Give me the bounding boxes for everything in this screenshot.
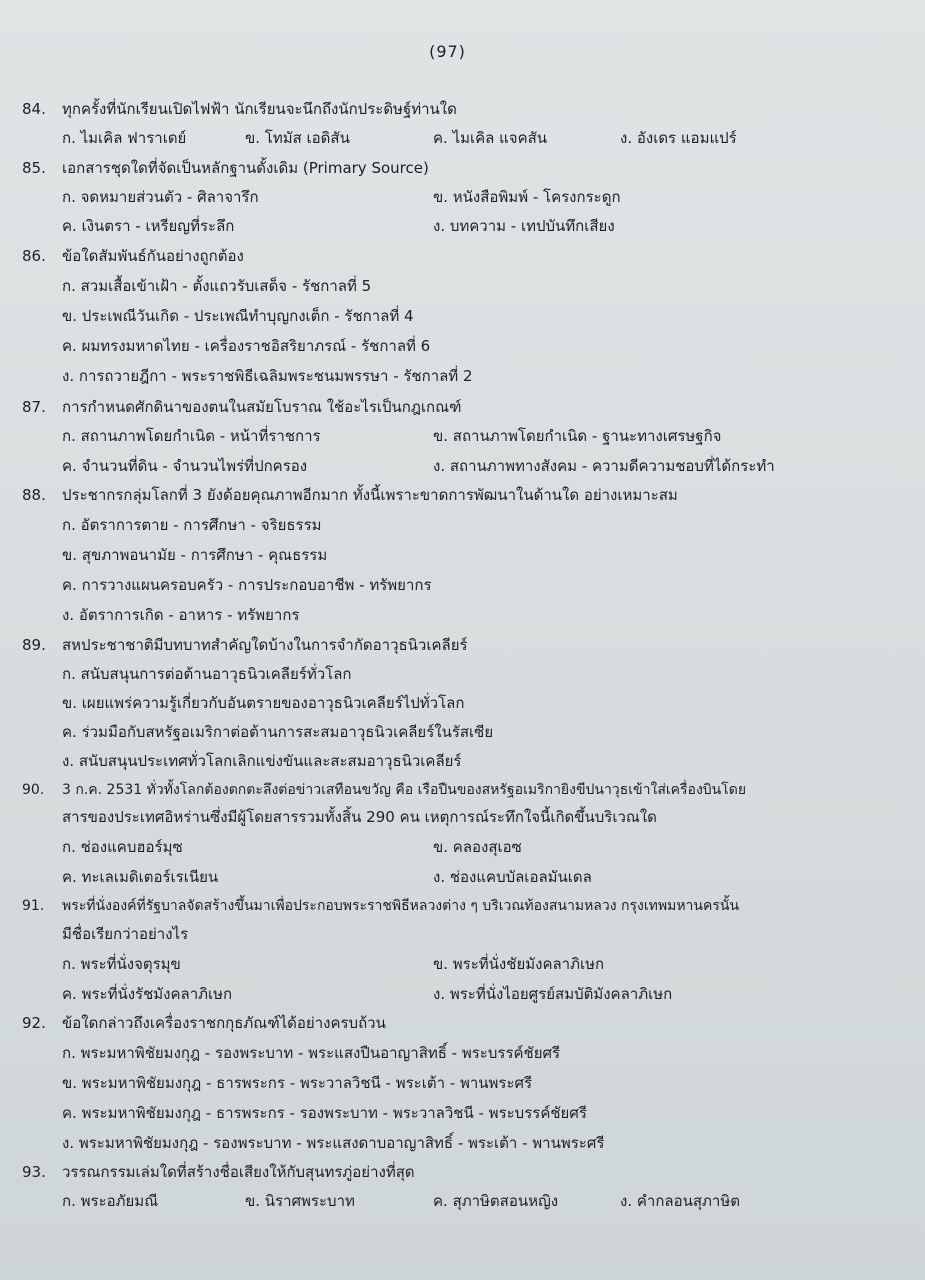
option: ก. พระมหาพิชัยมงกุฎ - รองพระบาท - พระแสงปืนอาญาสิทธิ์ - พระบรรค์ชัยศรี — [62, 1044, 561, 1062]
question-number: 85. — [22, 159, 46, 177]
question-text-continued: มีชื่อเรียกว่าอย่างไร — [62, 925, 189, 943]
question-86 — [22, 245, 244, 267]
question-text: ข้อใดกล่าวถึงเครื่องราชกกุธภัณฑ์ได้อย่างครบถ้วน — [62, 1014, 386, 1032]
option: ก. สนับสนุนการต่อต้านอาวุธนิวเคลียร์ทั่วโลก — [62, 665, 352, 683]
question-number: 88. — [22, 486, 46, 504]
option: ก. จดหมายส่วนตัว - ศิลาจารึก — [62, 188, 259, 206]
option: ง. สถานภาพทางสังคม - ความดีความชอบที่ได้กระทำ — [433, 457, 775, 475]
option: ข. พระที่นั่งชัยมังคลาภิเษก — [433, 955, 605, 973]
option: ก. พระอภัยมณี — [62, 1192, 159, 1210]
option: ง. สนับสนุนประเทศทั่วโลกเลิกแข่งขันและสะสมอาวุธนิวเคลียร์ — [62, 752, 462, 770]
option: ค. จำนวนที่ดิน - จำนวนไพร่ที่ปกครอง — [62, 457, 308, 475]
option: ข. หนังสือพิมพ์ - โครงกระดูก — [433, 188, 621, 206]
question-85 — [22, 157, 429, 179]
option: ก. ช่องแคบฮอร์มุซ — [62, 838, 183, 856]
option: ง. อังเดร แอมแปร์ — [620, 129, 737, 147]
option: ค. ร่วมมือกับสหรัฐอเมริกาต่อต้านการสะสมอาวุธนิวเคลียร์ในรัสเซีย — [62, 723, 494, 741]
question-text: เอกสารชุดใดที่จัดเป็นหลักฐานดั้งเดิม (Primary Source) — [62, 159, 429, 177]
question-92 — [22, 1012, 386, 1034]
option: ข. คลองสุเอซ — [433, 838, 522, 856]
option: ข. ประเพณีวันเกิด - ประเพณีทำบุญกงเต็ก - รัชกาลที่ 4 — [62, 307, 414, 325]
question-89 — [22, 634, 468, 656]
option: ก. พระที่นั่งจตุรมุข — [62, 955, 181, 973]
question-87 — [22, 396, 462, 418]
question-number: 86. — [22, 247, 46, 265]
question-text: 3 ก.ค. 2531 ทั่วทั้งโลกต้องตกตะลึงต่อข่าวเสทือนขวัญ คือ เรือปืนของสหรัฐอเมริกายิงขีปนาวุธเข้าใส่เครื่องบินโดย — [62, 782, 747, 798]
option: ก. สวมเสื้อเข้าเฝ้า - ตั้งแถวรับเสด็จ - รัชกาลที่ 5 — [62, 277, 372, 295]
question-number: 90. — [22, 782, 45, 798]
option: ง. ช่องแคบบัลเอลมันเดล — [433, 868, 592, 886]
question-number: 87. — [22, 398, 46, 416]
question-text: ประชากรกลุ่มโลกที่ 3 ยังด้อยคุณภาพอีกมาก ทั้งนี้เพราะขาดการพัฒนาในด้านใด อย่างเหมาะสม — [62, 486, 678, 504]
page-number: (97) — [429, 42, 466, 61]
question-91 — [22, 895, 739, 917]
option: ค. พระมหาพิชัยมงกุฎ - ธารพระกร - รองพระบาท - พระวาลวิชนี - พระบรรค์ชัยศรี — [62, 1104, 587, 1122]
option: ข. พระมหาพิชัยมงกุฎ - ธารพระกร - พระวาลวิชนี - พระเต้า - พานพระศรี — [62, 1074, 533, 1092]
option: ค. สุภาษิตสอนหญิง — [433, 1192, 559, 1210]
option: ง. พระมหาพิชัยมงกุฎ - รองพระบาท - พระแสงดาบอาญาสิทธิ์ - พระเต้า - พานพระศรี — [62, 1134, 605, 1152]
question-93 — [22, 1161, 415, 1183]
question-number: 92. — [22, 1014, 46, 1032]
option: ข. สุขภาพอนามัย - การศึกษา - คุณธรรม — [62, 546, 328, 564]
option: ง. บทความ - เทปบันทึกเสียง — [433, 217, 615, 235]
question-84 — [22, 98, 457, 120]
question-text: สหประชาชาติมีบทบาทสำคัญใดบ้างในการจำกัดอาวุธนิวเคลียร์ — [62, 636, 468, 654]
option: ง. พระที่นั่งไอยศูรย์สมบัติมังคลาภิเษก — [433, 985, 673, 1003]
option: ข. นิราศพระบาท — [245, 1192, 355, 1210]
question-text: การกำหนดศักดินาของตนในสมัยโบราณ ใช้อะไรเป็นกฎเกณฑ์ — [62, 398, 462, 416]
option: ก. ไมเคิล ฟาราเดย์ — [62, 129, 187, 147]
question-text: ทุกครั้งที่นักเรียนเปิดไฟฟ้า นักเรียนจะนึกถึงนักประดิษฐ์ท่านใด — [62, 100, 457, 118]
question-number: 84. — [22, 100, 46, 118]
option: ง. คำกลอนสุภาษิต — [620, 1192, 740, 1210]
option: ข. สถานภาพโดยกำเนิด - ฐานะทางเศรษฐกิจ — [433, 427, 722, 445]
option: ก. สถานภาพโดยกำเนิด - หน้าที่ราชการ — [62, 427, 321, 445]
question-88 — [22, 484, 678, 506]
question-text: วรรณกรรมเล่มใดที่สร้างชื่อเสียงให้กับสุนทรภู่อย่างที่สุด — [62, 1163, 415, 1181]
question-text-continued: สารของประเทศอิหร่านซึ่งมีผู้โดยสารรวมทั้งสิ้น 290 คน เหตุการณ์ระทึกใจนี้เกิดขึ้นบริเวณใด — [62, 808, 657, 826]
option: ค. เงินตรา - เหรียญที่ระลึก — [62, 217, 235, 235]
option: ค. ผมทรงมหาดไทย - เครื่องราชอิสริยาภรณ์ - รัชกาลที่ 6 — [62, 337, 431, 355]
question-90 — [22, 779, 746, 801]
option: ง. อัตราการเกิด - อาหาร - ทรัพยากร — [62, 606, 300, 624]
question-text: ข้อใดสัมพันธ์กันอย่างถูกต้อง — [62, 247, 244, 265]
option: ข. เผยแพร่ความรู้เกี่ยวกับอันตรายของอาวุธนิวเคลียร์ไปทั่วโลก — [62, 694, 465, 712]
question-number: 93. — [22, 1163, 46, 1181]
option: ค. พระที่นั่งรัชมังคลาภิเษก — [62, 985, 233, 1003]
question-number: 91. — [22, 898, 45, 914]
option: ค. การวางแผนครอบครัว - การประกอบอาชีพ - ทรัพยากร — [62, 576, 432, 594]
question-number: 89. — [22, 636, 46, 654]
option: ก. อัตราการตาย - การศึกษา - จริยธรรม — [62, 516, 322, 534]
option: ค. ทะเลเมดิเตอร์เรเนียน — [62, 868, 219, 886]
option: ค. ไมเคิล แจคสัน — [433, 129, 548, 147]
option: ข. โทมัส เอดิสัน — [245, 129, 350, 147]
option: ง. การถวายฎีกา - พระราชพิธีเฉลิมพระชนมพรรษา - รัชกาลที่ 2 — [62, 367, 473, 385]
question-text: พระที่นั่งองค์ที่รัฐบาลจัดสร้างขึ้นมาเพื่อประกอบพระราชพิธีหลวงต่าง ๆ บริเวณท้องสนามหลวง กรุงเทพมหานครนั้น — [62, 898, 740, 914]
